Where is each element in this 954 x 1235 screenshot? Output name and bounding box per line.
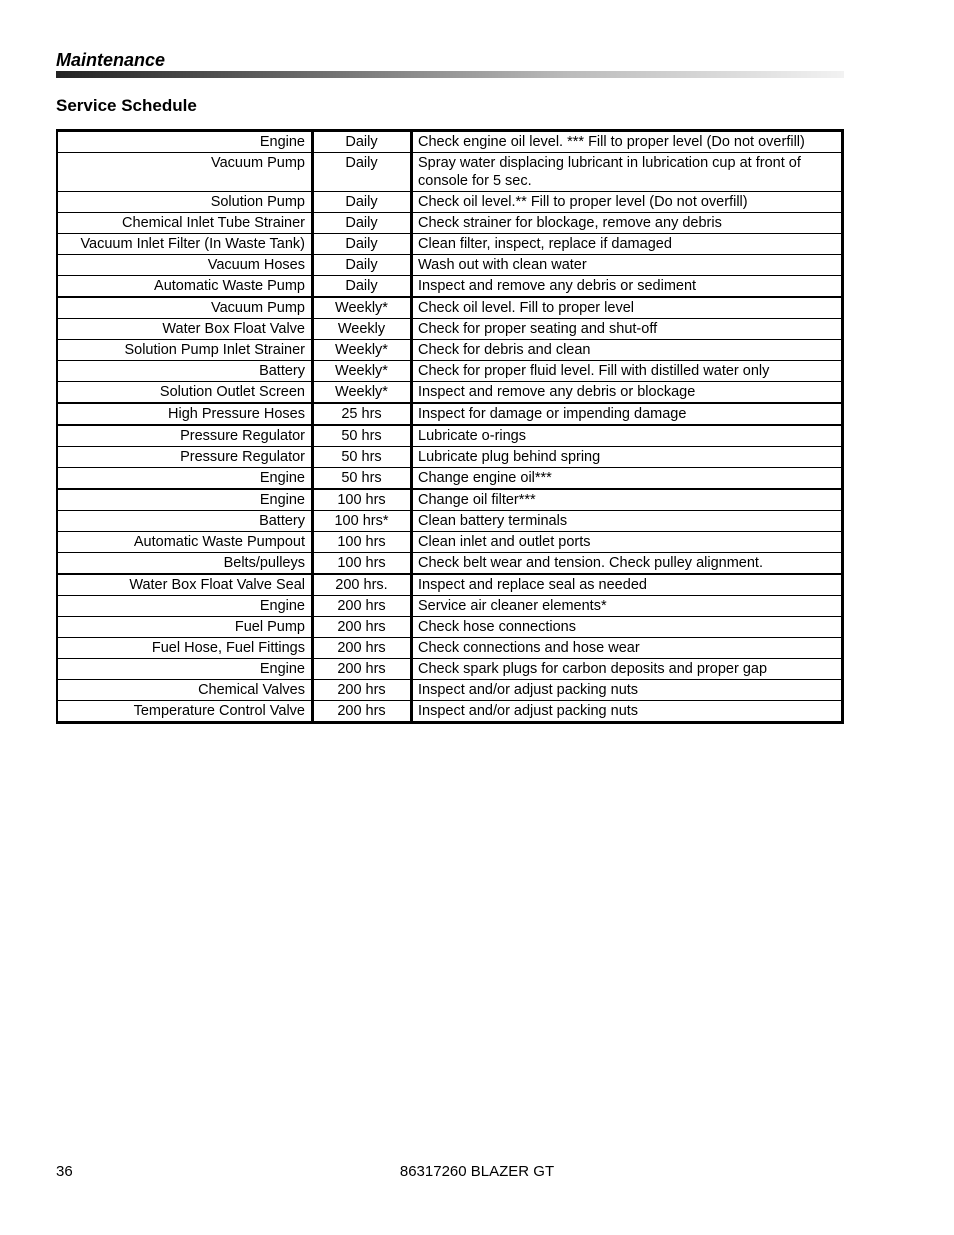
table-row: [57, 297, 843, 319]
action-cell: Check for proper fluid level. Fill with distilled water only: [412, 361, 843, 382]
component-cell: Engine: [57, 131, 313, 153]
action-cell: Lubricate o-rings: [412, 425, 843, 447]
action-cell: Inspect and remove any debris or sediment: [412, 276, 843, 298]
component-cell: Belts/pulleys: [57, 553, 313, 575]
interval-cell: 100 hrs: [313, 489, 412, 511]
interval-cell: Daily: [313, 192, 412, 213]
component-cell: Vacuum Pump: [57, 297, 313, 319]
action-cell: Check oil level. Fill to proper level: [412, 297, 843, 319]
component-cell: Solution Pump Inlet Strainer: [57, 340, 313, 361]
action-cell: Inspect and/or adjust packing nuts: [412, 680, 843, 701]
table-row: [57, 574, 843, 596]
interval-cell: Daily: [313, 276, 412, 298]
component-cell: Engine: [57, 659, 313, 680]
interval-cell: 100 hrs: [313, 553, 412, 575]
interval-cell: 200 hrs.: [313, 574, 412, 596]
component-cell: Automatic Waste Pumpout: [57, 532, 313, 553]
action-cell: Lubricate plug behind spring: [412, 447, 843, 468]
table-row: [57, 701, 843, 723]
action-cell: Check hose connections: [412, 617, 843, 638]
interval-cell: Daily: [313, 153, 412, 192]
interval-cell: 200 hrs: [313, 617, 412, 638]
interval-cell: 50 hrs: [313, 468, 412, 490]
action-cell: Inspect for damage or impending damage: [412, 403, 843, 425]
action-cell: Spray water displacing lubricant in lubrication cup at front of console for 5 sec.: [412, 153, 843, 192]
table-row: [57, 596, 843, 617]
interval-cell: Daily: [313, 131, 412, 153]
interval-cell: 50 hrs: [313, 425, 412, 447]
component-cell: Vacuum Hoses: [57, 255, 313, 276]
interval-cell: Weekly: [313, 319, 412, 340]
interval-cell: 200 hrs: [313, 638, 412, 659]
component-cell: Vacuum Pump: [57, 153, 313, 192]
action-cell: Check spark plugs for carbon deposits and proper gap: [412, 659, 843, 680]
table-row: [57, 553, 843, 575]
section-title: Maintenance: [56, 50, 166, 70]
action-cell: Clean inlet and outlet ports: [412, 532, 843, 553]
table-row: [57, 234, 843, 255]
table-row: [57, 532, 843, 553]
component-cell: Engine: [57, 489, 313, 511]
component-cell: Chemical Valves: [57, 680, 313, 701]
component-cell: Fuel Hose, Fuel Fittings: [57, 638, 313, 659]
action-cell: Check for debris and clean: [412, 340, 843, 361]
component-cell: Pressure Regulator: [57, 447, 313, 468]
interval-cell: 50 hrs: [313, 447, 412, 468]
table-row: [57, 153, 843, 192]
table-row: [57, 659, 843, 680]
table-row: [57, 213, 843, 234]
interval-cell: Weekly*: [313, 340, 412, 361]
interval-cell: 25 hrs: [313, 403, 412, 425]
action-cell: Check strainer for blockage, remove any debris: [412, 213, 843, 234]
component-cell: Chemical Inlet Tube Strainer: [57, 213, 313, 234]
component-cell: Engine: [57, 596, 313, 617]
interval-cell: 200 hrs: [313, 596, 412, 617]
interval-cell: Daily: [313, 213, 412, 234]
table-row: [57, 680, 843, 701]
component-cell: Solution Outlet Screen: [57, 382, 313, 404]
document-id: 86317260 BLAZER GT: [399, 1163, 555, 1180]
interval-cell: Weekly*: [313, 382, 412, 404]
table-row: [57, 340, 843, 361]
action-cell: Check belt wear and tension. Check pulley alignment.: [412, 553, 843, 575]
table-row: [57, 468, 843, 490]
table-row: [57, 319, 843, 340]
interval-cell: Weekly*: [313, 361, 412, 382]
action-cell: Clean filter, inspect, replace if damaged: [412, 234, 843, 255]
action-cell: Check for proper seating and shut-off: [412, 319, 843, 340]
table-row: [57, 617, 843, 638]
table-row: [57, 425, 843, 447]
table-row: [57, 276, 843, 298]
interval-cell: Weekly*: [313, 297, 412, 319]
table-row: [57, 192, 843, 213]
component-cell: High Pressure Hoses: [57, 403, 313, 425]
table-row: [57, 511, 843, 532]
component-cell: Battery: [57, 361, 313, 382]
interval-cell: Daily: [313, 255, 412, 276]
component-cell: Battery: [57, 511, 313, 532]
interval-cell: 100 hrs*: [313, 511, 412, 532]
page-subtitle: Service Schedule: [56, 96, 197, 115]
action-cell: Check engine oil level. *** Fill to proper level (Do not overfill): [412, 131, 843, 153]
interval-cell: 200 hrs: [313, 659, 412, 680]
component-cell: Vacuum Inlet Filter (In Waste Tank): [57, 234, 313, 255]
table-row: [57, 447, 843, 468]
component-cell: Water Box Float Valve Seal: [57, 574, 313, 596]
section-divider: [56, 71, 844, 78]
table-row: [57, 382, 843, 404]
interval-cell: 200 hrs: [313, 701, 412, 723]
interval-cell: 200 hrs: [313, 680, 412, 701]
action-cell: Inspect and remove any debris or blockage: [412, 382, 843, 404]
action-cell: Change oil filter***: [412, 489, 843, 511]
table-row: [57, 638, 843, 659]
interval-cell: Daily: [313, 234, 412, 255]
component-cell: Water Box Float Valve: [57, 319, 313, 340]
component-cell: Pressure Regulator: [57, 425, 313, 447]
table-row: [57, 489, 843, 511]
action-cell: Service air cleaner elements*: [412, 596, 843, 617]
table-row: [57, 255, 843, 276]
component-cell: Temperature Control Valve: [57, 701, 313, 723]
action-cell: Change engine oil***: [412, 468, 843, 490]
action-cell: Check oil level.** Fill to proper level (Do not overfill): [412, 192, 843, 213]
action-cell: Wash out with clean water: [412, 255, 843, 276]
table-row: [57, 131, 843, 153]
action-cell: Check connections and hose wear: [412, 638, 843, 659]
schedule-body: [57, 131, 843, 723]
action-cell: Clean battery terminals: [412, 511, 843, 532]
component-cell: Engine: [57, 468, 313, 490]
table-row: [57, 403, 843, 425]
interval-cell: 100 hrs: [313, 532, 412, 553]
component-cell: Solution Pump: [57, 192, 313, 213]
component-cell: Automatic Waste Pump: [57, 276, 313, 298]
action-cell: Inspect and replace seal as needed: [412, 574, 843, 596]
component-cell: Fuel Pump: [57, 617, 313, 638]
page-number: 36: [56, 1163, 73, 1180]
service-schedule-table: [56, 129, 844, 724]
table-row: [57, 361, 843, 382]
action-cell: Inspect and/or adjust packing nuts: [412, 701, 843, 723]
